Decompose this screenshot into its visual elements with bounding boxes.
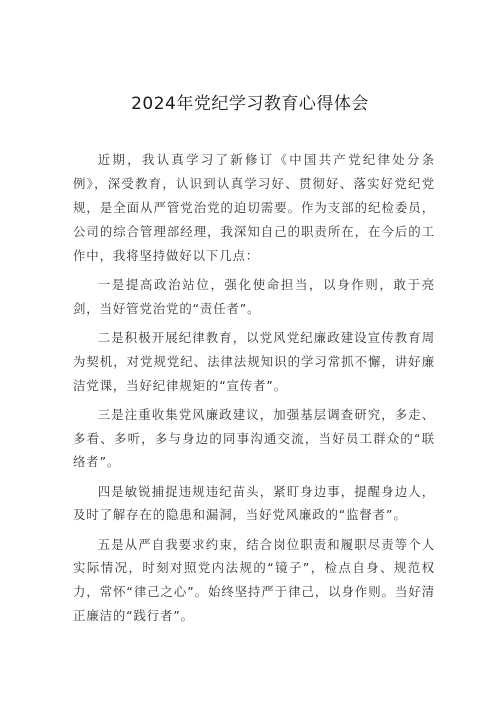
document-body [73, 148, 435, 633]
document-title: 2024年党纪学习教育心得体会 [131, 94, 369, 114]
paragraph-point-4: 四是敏锐捕捉违规违纪苗头，紧盯身边事，提醒身边人，及时了解存在的隐患和漏洞，当好党风廉政的“监督者”。 [73, 483, 435, 523]
paragraph-point-1: 一是提高政治站位，强化使命担当，以身作则，敢于亮剑，当好管党治党的“责任者”。 [73, 276, 435, 316]
paragraph-point-5: 五是从严自我要求约束，结合岗位职责和履职尽责等个人实际情况，时刻对照党内法规的“镜子”，检点自身、规范权力，常怀“律己之心”。始终坚持严于律己，以身作则。当好清正廉洁的“践行者”。 [73, 536, 435, 624]
paragraph-point-2: 二是积极开展纪律教育，以党风党纪廉政建设宣传教育周为契机，对党规党纪、法律法规知识的学习常抓不懈，讲好廉洁党课，当好纪律规矩的“宣传者”。 [73, 329, 435, 393]
paragraph-point-3: 三是注重收集党风廉政建议，加强基层调查研究，多走、多看、多听，多与身边的同事沟通交流，当好员工群众的“联络者”。 [73, 406, 435, 470]
paragraph-intro: 近期，我认真学习了新修订《中国共产党纪律处分条例》，深受教育，认识到认真学习好、贯彻好、落实好党纪党规，是全面从严管党治党的迫切需要。作为支部的纪检委员，公司的综合管理部经理，我深知自己的职责所在，在今后的工作中，我将坚持做好以下几点： [73, 152, 435, 263]
